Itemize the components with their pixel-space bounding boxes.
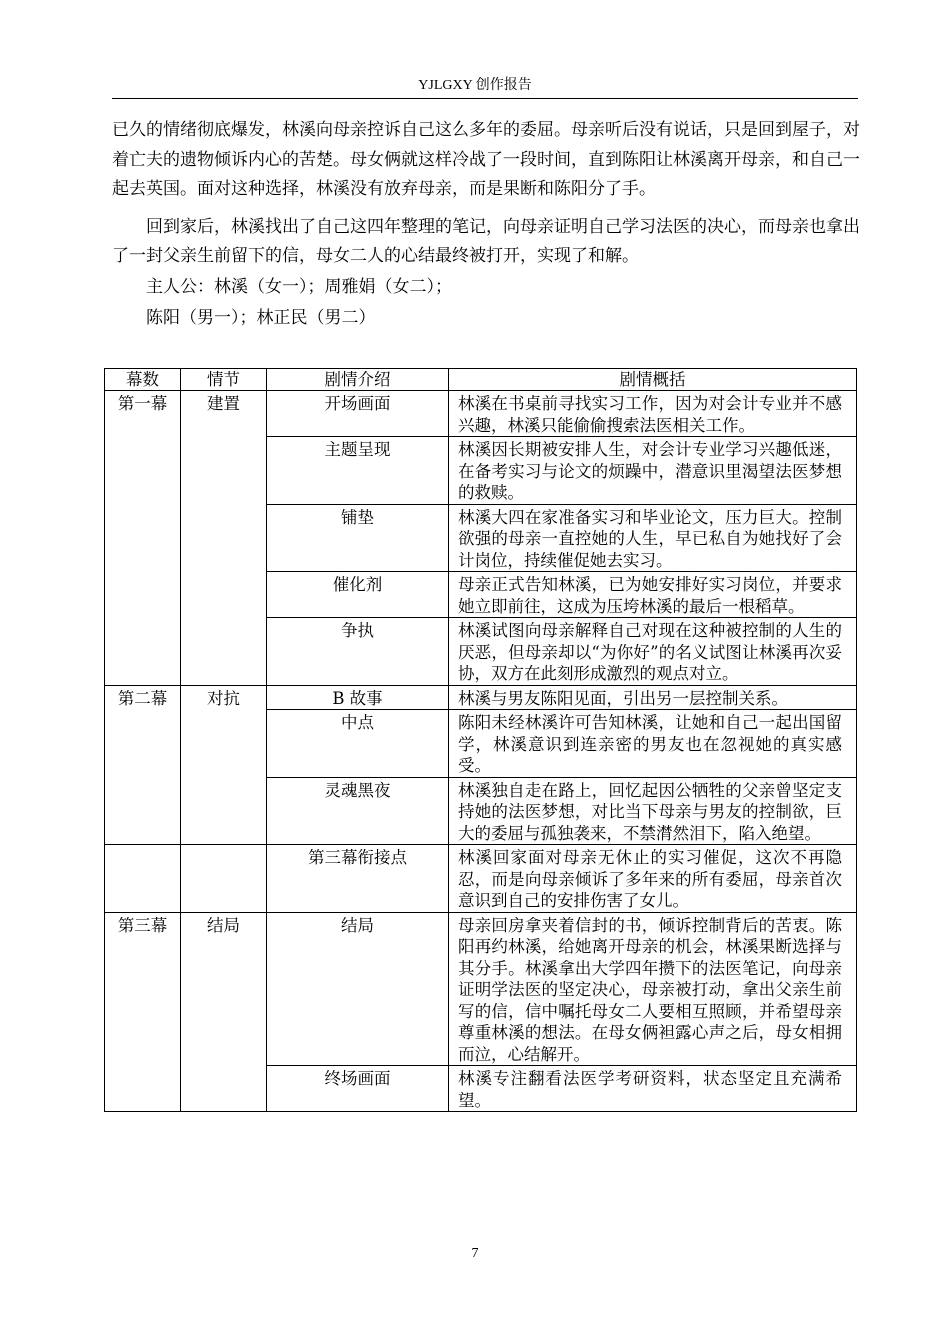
act-cell [105,618,181,686]
summary-cell: 林溪大四在家准备实习和毕业论文，压力巨大。控制欲强的母亲一直控她的人生，早已私自为她找好了会计岗位，持续催促她去实习。 [449,504,857,572]
beat-cell: 结局 [267,912,449,1066]
summary-cell: 林溪专注翻看法医学考研资料，状态坚定且充满希望。 [449,1066,857,1112]
summary-cell: 林溪回家面对母亲无休止的实习催促，这次不再隐忍，而是向母亲倾诉了多年来的所有委屈，母亲首次意识到自己的安排伤害了女儿。 [449,845,857,913]
beat-cell: 铺垫 [267,504,449,572]
table-row [105,391,857,437]
summary-cell: 林溪在书桌前寻找实习工作，因为对会计专业并不感兴趣，林溪只能偷偷搜索法医相关工作。 [449,391,857,437]
body-text [112,116,860,334]
act-cell [105,1066,181,1112]
summary-cell: 林溪独自走在路上，回忆起因公牺牲的父亲曾坚定支持她的法医梦想，对比当下母亲与男友的控制欲，巨大的委屈与孤独袭来，不禁潸然泪下，陷入绝望。 [449,777,857,845]
header-act: 幕数 [105,369,181,391]
act-cell [105,777,181,845]
act-cell: 第三幕 [105,912,181,1066]
act-cell [105,572,181,618]
summary-cell: 陈阳未经林溪许可告知林溪，让她和自己一起出国留学，林溪意识到连亲密的男友也在忽视她的真实感受。 [449,710,857,778]
summary-cell: 母亲正式告知林溪，已为她安排好实习岗位，并要求她立即前往，这成为压垮林溪的最后一根稻草。 [449,572,857,618]
table-row [105,437,857,505]
act-cell: 第一幕 [105,391,181,437]
plot-cell [181,618,267,686]
plot-cell [181,710,267,778]
act-cell [105,437,181,505]
paragraph-1: 已久的情绪彻底爆发，林溪向母亲控诉自己这么多年的委屈。母亲听后没有说话，只是回到屋子，对着亡夫的遗物倾诉内心的苦楚。母女俩就这样冷战了一段时间，直到陈阳让林溪离开母亲，和自己一起去英国。面对这种选择，林溪没有放弃母亲，而是果断和陈阳分了手。 [112,120,860,199]
header-beat: 剧情介绍 [267,369,449,391]
table-row [105,710,857,778]
table-row [105,1066,857,1112]
beat-cell: 第三幕衔接点 [267,845,449,913]
page-number: 7 [471,1246,479,1261]
beat-cell: 催化剂 [267,572,449,618]
header-summary: 剧情概括 [449,369,857,391]
page-header: YJLGXY 创作报告 [418,78,532,93]
summary-cell: 林溪与男友陈阳见面，引出另一层控制关系。 [449,685,857,710]
paragraph-2: 回到家后，林溪找出了自己这四年整理的笔记，向母亲证明自己学习法医的决心，而母亲也拿出了一封父亲生前留下的信，母女二人的心结最终被打开，实现了和解。 [112,216,860,266]
plot-cell [181,777,267,845]
beat-cell: B 故事 [267,685,449,710]
characters-line-1: 主人公：林溪（女一）；周雅娟（女二）； [146,276,452,297]
characters-line-2: 陈阳（男一）；林正民（男二） [146,307,376,328]
act-cell [105,710,181,778]
table-row [105,618,857,686]
table-row [105,777,857,845]
plot-cell [181,1066,267,1112]
plot-cell: 建置 [181,391,267,437]
beat-cell: 中点 [267,710,449,778]
plot-cell [181,572,267,618]
plot-cell [181,845,267,913]
plot-cell: 对抗 [181,685,267,710]
plot-cell [181,504,267,572]
beat-cell: 灵魂黑夜 [267,777,449,845]
act-cell: 第二幕 [105,685,181,710]
summary-cell: 林溪试图向母亲解释自己对现在这种被控制的人生的厌恶，但母亲却以“为你好”的名义试图让林溪再次妥协，双方在此刻形成激烈的观点对立。 [449,618,857,686]
table-header-row [105,369,857,391]
summary-cell: 林溪因长期被安排人生，对会计专业学习兴趣低迷，在备考实习与论文的烦躁中，潜意识里渴望法医梦想的救赎。 [449,437,857,505]
summary-cell: 母亲回房拿夹着信封的书，倾诉控制背后的苦衷。陈阳再约林溪，给她离开母亲的机会，林溪果断选择与其分手。林溪拿出大学四年攒下的法医笔记，向母亲证明学法医的坚定决心，母亲被打动，拿出父亲生前写的信，信中嘱托母女二人要相互照顾，并希望母亲尊重林溪的想法。在母女俩袒露心声之后，母女相拥而泣，心结解开。 [449,912,857,1066]
beat-cell: 开场画面 [267,391,449,437]
table-row [105,504,857,572]
table-row [105,912,857,1066]
plot-cell: 结局 [181,912,267,1066]
table-row [105,845,857,913]
beat-cell: 主题呈现 [267,437,449,505]
header-rule [112,98,858,99]
act-cell [105,504,181,572]
beat-cell: 终场画面 [267,1066,449,1112]
plot-cell [181,437,267,505]
beat-cell: 争执 [267,618,449,686]
header-plot: 情节 [181,369,267,391]
table-row [105,685,857,710]
table-row [105,572,857,618]
story-structure-table [104,368,857,1112]
act-cell [105,845,181,913]
